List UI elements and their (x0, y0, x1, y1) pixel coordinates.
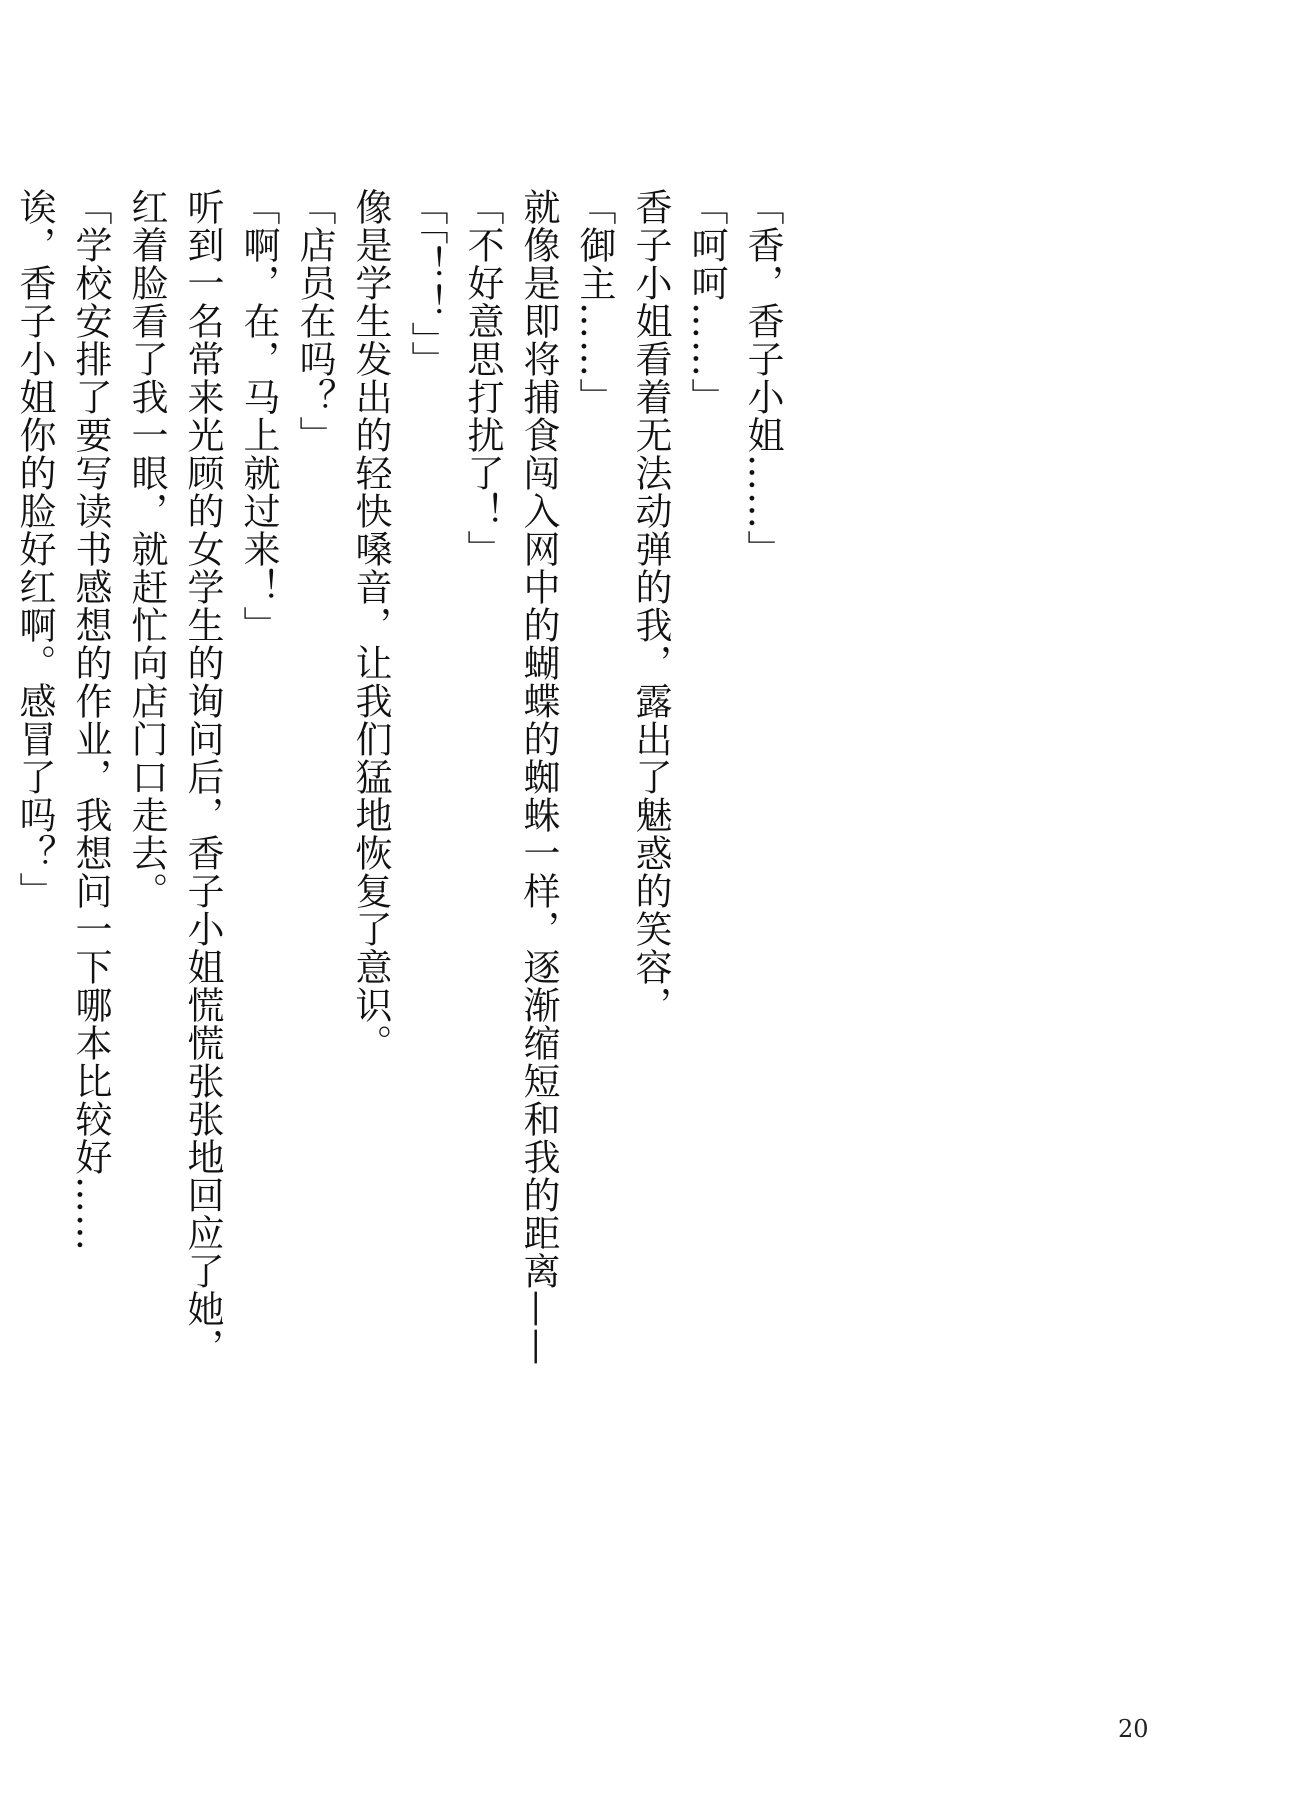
text-line: 「店员在吗？」 (293, 188, 336, 454)
text-line: 「学校安排了要写读书感想的作业，我想问一下哪本比较好…… (69, 188, 112, 1252)
text-line: 诶，香子小姐你的脸好红啊。感冒了吗？」 (13, 188, 56, 910)
text-line: 「「！！」」 (405, 188, 448, 379)
text-line: 「不好意思打扰了！」 (461, 188, 504, 568)
text-line: 就像是即将捕食闯入网中的蝴蝶的蜘蛛一样，逐渐缩短和我的距离—— (517, 188, 560, 1366)
page-number: 20 (1118, 1715, 1149, 1743)
vertical-text-body (13, 188, 790, 1366)
text-line: 「啊，在，马上就过来！」 (237, 188, 280, 644)
text-line: 听到一名常来光顾的女学生的询问后，香子小姐慌慌张张地回应了她， (181, 188, 224, 1366)
text-line: 「呵呵……」 (685, 188, 728, 416)
text-line: 「香，香子小姐……」 (741, 188, 784, 568)
text-line: 像是学生发出的轻快嗓音，让我们猛地恢复了意识。 (349, 188, 392, 1062)
text-line: 香子小姐看着无法动弹的我，露出了魅惑的笑容， (629, 188, 672, 1024)
text-line: 红着脸看了我一眼，就赶忙向店门口走去。 (125, 188, 168, 910)
text-line: 「御主……」 (573, 188, 616, 416)
